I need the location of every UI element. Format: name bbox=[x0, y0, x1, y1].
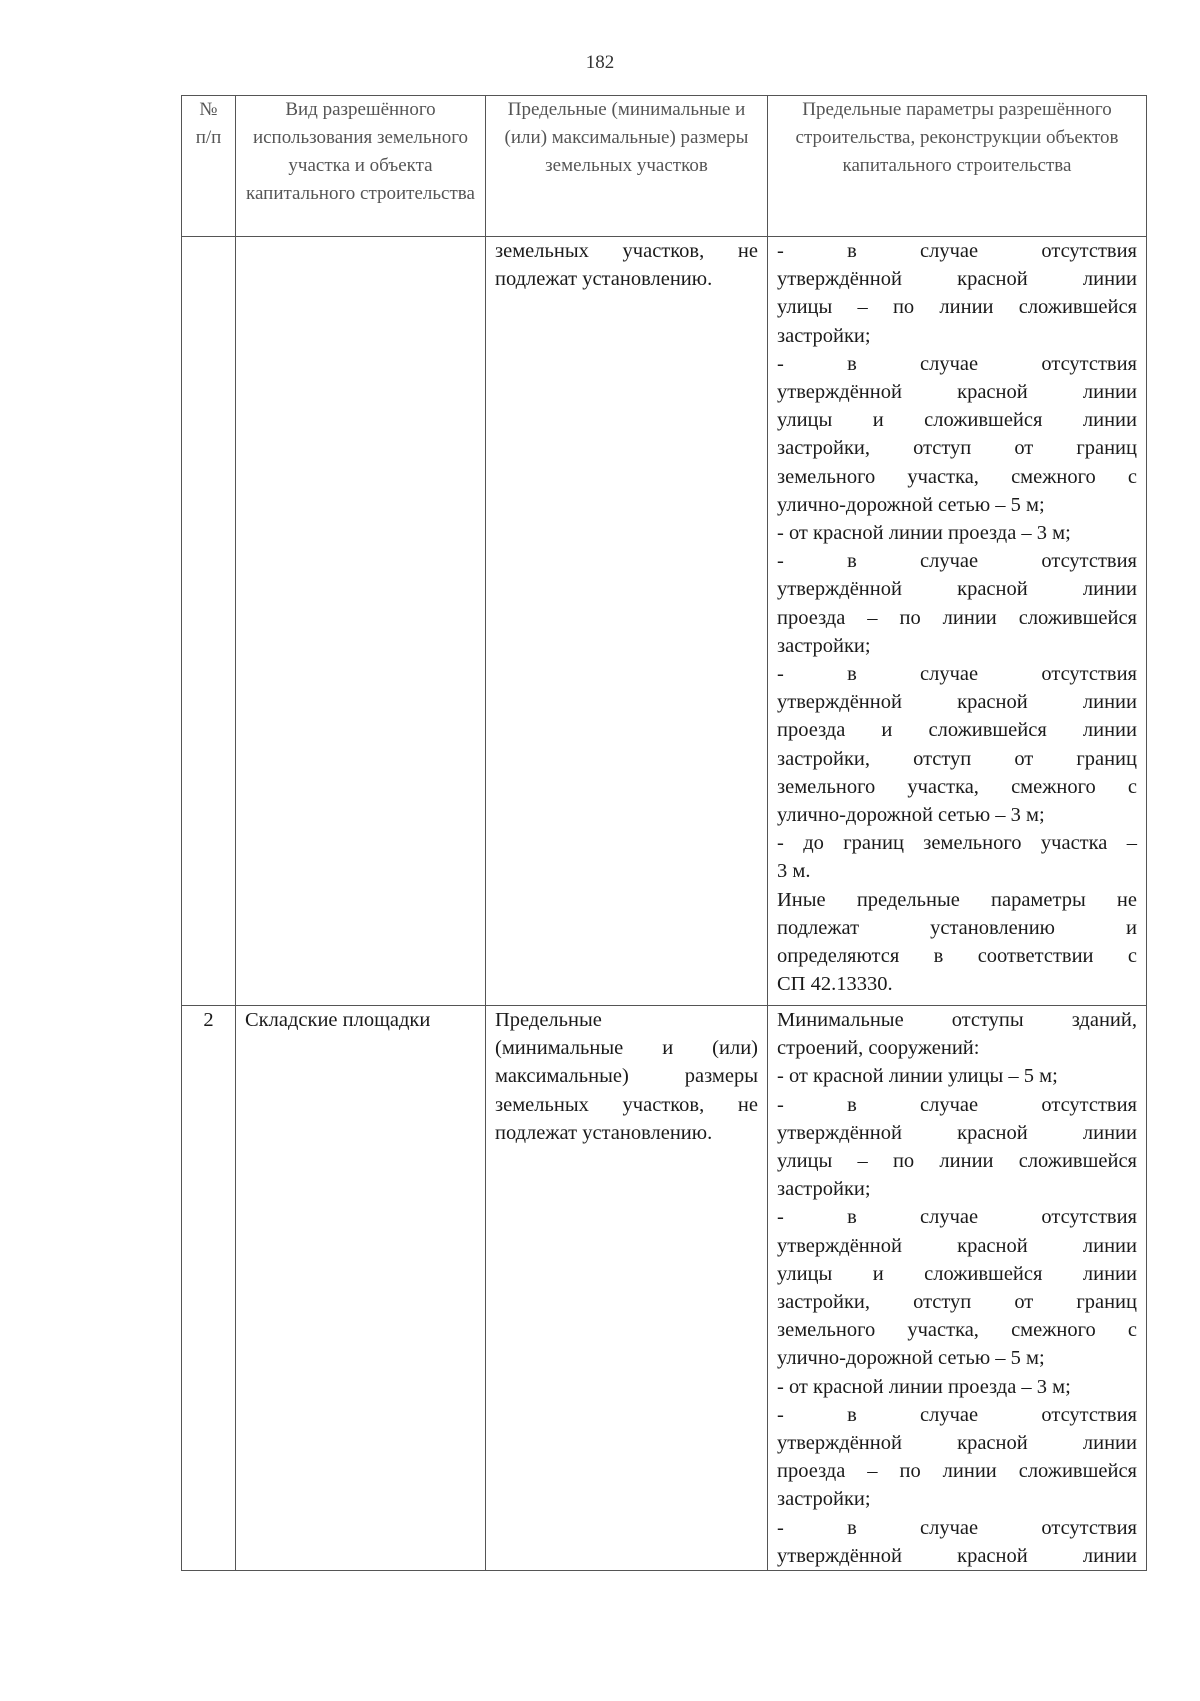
text-line: застройки; bbox=[777, 1488, 871, 1511]
text-line: - в случае отсутствия bbox=[777, 1516, 1137, 1539]
text-line: улицы и сложившейся линии bbox=[777, 1262, 1137, 1285]
parameter-item bbox=[777, 350, 1137, 519]
parameter-item bbox=[777, 1401, 1137, 1514]
row-plot-sizes bbox=[486, 237, 768, 1006]
text-line: подлежат установлению и bbox=[777, 916, 1137, 939]
text-line: утверждённой красной линии bbox=[777, 1544, 1137, 1567]
text-line: - до границ земельного участка – bbox=[777, 832, 1137, 855]
text-line: земельных участков, не bbox=[495, 240, 758, 262]
text-line: 3 м. bbox=[777, 860, 811, 883]
text-line: Предельные bbox=[495, 1009, 602, 1031]
text-line: земельного участка, смежного с bbox=[777, 1319, 1137, 1342]
text-line: - от красной линии проезда – 3 м; bbox=[777, 1375, 1071, 1398]
text-line: улично-дорожной сетью – 3 м; bbox=[777, 804, 1045, 827]
text-line: улицы и сложившейся линии bbox=[777, 409, 1137, 432]
table-row bbox=[182, 1006, 1147, 1571]
table-header-row bbox=[182, 96, 1147, 237]
parameter-item bbox=[777, 829, 1137, 885]
text-line: застройки; bbox=[777, 1178, 871, 1201]
text-line: Иные предельные параметры не bbox=[777, 888, 1137, 911]
text-line: улично-дорожной сетью – 5 м; bbox=[777, 493, 1045, 516]
parameter-item bbox=[777, 1006, 1137, 1062]
text-line: земельного участка, смежного с bbox=[777, 775, 1137, 798]
text-line: - в случае отсутствия bbox=[777, 663, 1137, 686]
text-line: застройки, отступ от границ bbox=[777, 437, 1137, 460]
parameter-item bbox=[777, 237, 1137, 350]
text-line: СП 42.13330. bbox=[777, 973, 893, 996]
header-construction-parameters: Предельные параметры разрешённого строительства, реконструкции объектов капитального строительства bbox=[768, 96, 1147, 237]
parameter-item bbox=[777, 547, 1137, 660]
zoning-parameters-table bbox=[181, 95, 1147, 1571]
parameter-item bbox=[777, 660, 1137, 829]
parameter-item bbox=[777, 519, 1137, 547]
parameter-item bbox=[777, 1062, 1137, 1090]
text-line: - от красной линии проезда – 3 м; bbox=[777, 522, 1071, 545]
parameter-item bbox=[777, 1091, 1137, 1204]
header-permitted-use: Вид разрешённого использования земельного участка и объекта капитального строительства bbox=[236, 96, 486, 237]
parameter-item bbox=[777, 1514, 1137, 1570]
text-line: строений, сооружений: bbox=[777, 1037, 980, 1060]
text-line: подлежат установлению. bbox=[495, 268, 713, 291]
page-number: 182 bbox=[585, 52, 615, 73]
text-line: застройки, отступ от границ bbox=[777, 747, 1137, 770]
header-number-abbr: п/п bbox=[195, 127, 222, 148]
text-line: улицы – по линии сложившейся bbox=[777, 1150, 1137, 1173]
row-permitted-use: Складские площадки bbox=[236, 1006, 486, 1571]
text-line: утверждённой красной линии bbox=[777, 1234, 1137, 1257]
text-line: максимальные) размеры bbox=[495, 1065, 758, 1088]
text-line: утверждённой красной линии bbox=[777, 381, 1137, 404]
text-line: улично-дорожной сетью – 5 м; bbox=[777, 1347, 1045, 1370]
text-line: застройки, отступ от границ bbox=[777, 1291, 1137, 1314]
parameter-item bbox=[777, 886, 1137, 999]
text-line: улицы – по линии сложившейся bbox=[777, 296, 1137, 319]
text-line: утверждённой красной линии bbox=[777, 1432, 1137, 1455]
text-line: определяются в соответствии с bbox=[777, 945, 1137, 968]
row-construction-parameters bbox=[768, 1006, 1147, 1571]
row-number: 2 bbox=[182, 1006, 236, 1571]
parameter-item bbox=[777, 1203, 1137, 1372]
text-line: - в случае отсутствия bbox=[777, 1403, 1137, 1426]
header-plot-sizes: Предельные (минимальные и (или) максимальные) размеры земельных участков bbox=[486, 96, 768, 237]
header-number-sign: № bbox=[199, 99, 218, 120]
text-line: застройки; bbox=[777, 324, 871, 347]
text-line: утверждённой красной линии bbox=[777, 268, 1137, 291]
row-number bbox=[182, 237, 236, 1006]
text-line: - в случае отсутствия bbox=[777, 1206, 1137, 1229]
text-line: проезда – по линии сложившейся bbox=[777, 606, 1137, 629]
text-line: - от красной линии улицы – 5 м; bbox=[777, 1065, 1058, 1088]
text-line: проезда и сложившейся линии bbox=[777, 719, 1137, 742]
text-line: утверждённой красной линии bbox=[777, 691, 1137, 714]
text-line: - в случае отсутствия bbox=[777, 1093, 1137, 1116]
row-permitted-use bbox=[236, 237, 486, 1006]
text-line: проезда – по линии сложившейся bbox=[777, 1460, 1137, 1483]
text-line: - в случае отсутствия bbox=[777, 240, 1137, 262]
parameter-item bbox=[777, 1373, 1137, 1401]
text-line: - в случае отсутствия bbox=[777, 550, 1137, 573]
table-row bbox=[182, 237, 1147, 1006]
text-line: земельного участка, смежного с bbox=[777, 465, 1137, 488]
text-line: земельных участков, не bbox=[495, 1093, 758, 1116]
text-line: утверждённой красной линии bbox=[777, 1121, 1137, 1144]
text-line: застройки; bbox=[777, 634, 871, 657]
text-line: утверждённой красной линии bbox=[777, 578, 1137, 601]
text-line: - в случае отсутствия bbox=[777, 352, 1137, 375]
row-construction-parameters bbox=[768, 237, 1147, 1006]
row-plot-sizes bbox=[486, 1006, 768, 1571]
text-line: подлежат установлению. bbox=[495, 1121, 713, 1144]
header-number bbox=[182, 96, 236, 237]
text-line: (минимальные и (или) bbox=[495, 1037, 758, 1060]
text-line: Минимальные отступы зданий, bbox=[777, 1009, 1137, 1031]
